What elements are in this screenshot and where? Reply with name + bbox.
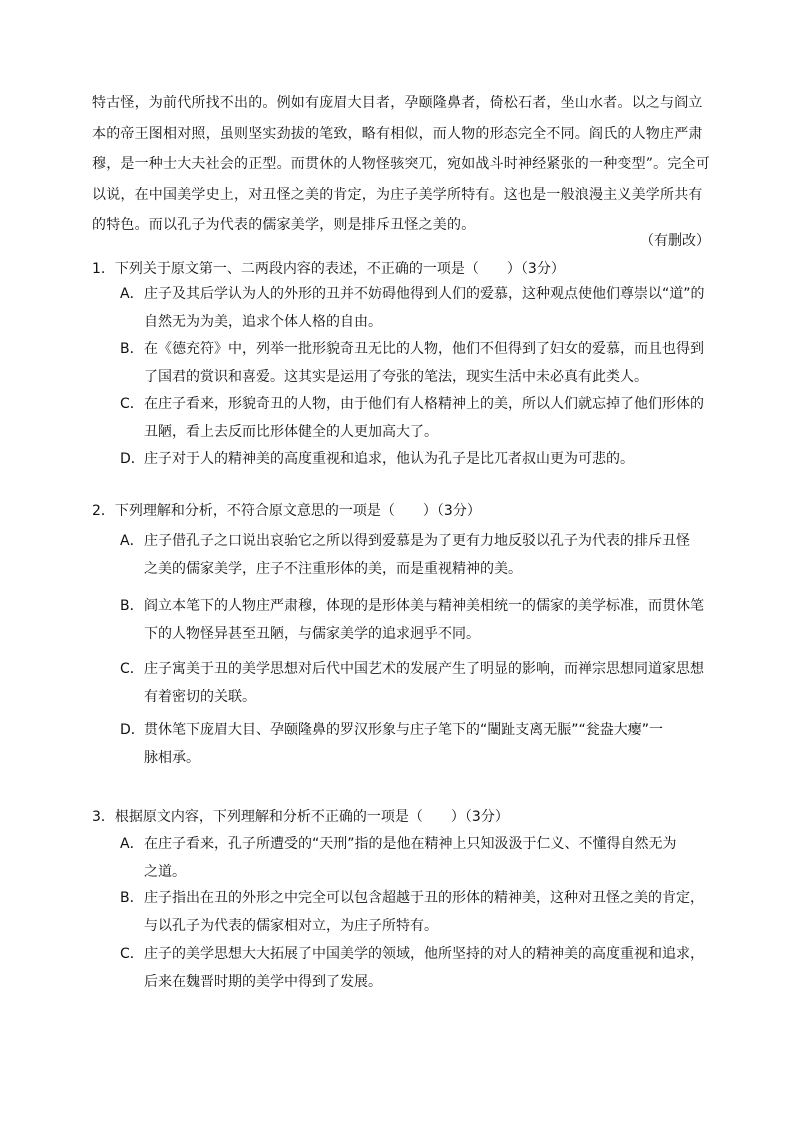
option-key: C． <box>120 396 144 412</box>
option-text: 脉相承。 <box>144 750 200 766</box>
source-note: （有删改） <box>640 233 710 249</box>
question-3-option-a <box>120 830 700 886</box>
option-key: B． <box>120 598 144 614</box>
option-text: 与以孔子为代表的儒家相对立，为庄子所特有。 <box>144 918 438 934</box>
passage-text <box>92 88 710 241</box>
option-key: A． <box>120 836 144 852</box>
option-text: 在《德充符》中，列举一批形貌奇丑无比的人物，他们不但得到了妇女的爱慕，而且也得到 <box>144 341 704 357</box>
question-1-option-b <box>120 335 704 391</box>
question-2-option-d <box>120 716 700 772</box>
question-2-option-a <box>120 527 700 583</box>
option-text: 庄子及其后学认为人的外形的丑并不妨碍他得到人们的爱慕，这种观点使他们尊崇以“道”的 <box>144 286 705 302</box>
question-1-option-c <box>120 390 704 446</box>
option-text: 庄子的美学思想大大拓展了中国美学的领域，他所坚持的对人的精神美的高度重视和追求， <box>144 946 704 962</box>
question-1-option-a <box>120 280 705 336</box>
option-text: 丑陋，看上去反而比形体健全的人更加高大了。 <box>144 424 438 440</box>
option-key: D． <box>120 451 145 467</box>
option-text: 阎立本笔下的人物庄严肃穆，体现的是形体美与精神美相统一的儒家的美学标准，而贯休笔 <box>144 598 704 614</box>
option-text: 了国君的赏识和喜爱。这其实是运用了夸张的笔法，现实生活中未必真有此类人。 <box>144 369 648 385</box>
passage-line: 本的帝王图相对照，虽则坚实劲拔的笔致，略有相似，而人物的形态完全不同。阎氏的人物庄严肃 <box>92 125 703 142</box>
option-key: D． <box>120 722 145 738</box>
question-3-option-b <box>120 884 704 940</box>
option-text: 庄子借孔子之口说出哀骀它之所以得到爱慕是为了更有力地反驳以孔子为代表的排斥丑怪 <box>144 533 690 549</box>
option-key: A． <box>120 533 144 549</box>
passage-line: 穆，是一种士大夫社会的正型。而贯休的人物怪骇突兀，宛如战斗时神经紧张的一种变型”。完全可 <box>92 156 710 173</box>
option-text: 庄子对于人的精神美的高度重视和追求，他认为孔子是比兀者叔山更为可悲的。 <box>144 451 634 467</box>
question-3-option-c <box>120 940 704 996</box>
option-key: B． <box>120 341 144 357</box>
option-key: B． <box>120 890 144 906</box>
option-text: 之美的儒家美学，庄子不注重形体的美，而是重视精神的美。 <box>144 561 522 577</box>
passage-line: 特古怪，为前代所找不出的。例如有庞眉大目者，孕颐隆鼻者，倚松石者，坐山水者。以之与阎立 <box>92 95 703 111</box>
option-text: 在庄子看来，孔子所遭受的“天刑”指的是他在精神上只知汲汲于仁义、不懂得自然无为 <box>144 836 677 852</box>
option-text: 自然无为为美，追求个体人格的自由。 <box>144 314 382 330</box>
option-text: 有着密切的关联。 <box>144 689 256 705</box>
option-key: C． <box>120 946 144 962</box>
option-text: 后来在魏晋时期的美学中得到了发展。 <box>144 974 382 990</box>
option-text: 庄子寓美于丑的美学思想对后代中国艺术的发展产生了明显的影响，而禅宗思想同道家思想 <box>144 661 704 677</box>
option-key: A． <box>120 286 144 302</box>
passage-line: 以说，在中国美学史上，对丑怪之美的肯定，为庄子美学所特有。这也是一般浪漫主义美学所共有 <box>92 186 703 203</box>
option-text: 之道。 <box>144 864 186 880</box>
question-2-option-c <box>120 655 704 711</box>
question-2-option-b <box>120 592 704 648</box>
option-text: 庄子指出在丑的外形之中完全可以包含超越于丑的形体的精神美，这种对丑怪之美的肯定， <box>144 890 704 906</box>
passage-line: 的特色。而以孔子为代表的儒家美学，则是排斥丑怪之美的。 <box>92 217 476 234</box>
option-key: C． <box>120 661 144 677</box>
option-text: 贯休笔下庞眉大目、孕颐隆鼻的罗汉形象与庄子笔下的“闉趾支离无脤”“瓮盎大瘿”一 <box>144 722 664 738</box>
question-1-option-d <box>120 445 700 473</box>
option-text: 下的人物怪异甚至丑陋，与儒家美学的追求迥乎不同。 <box>144 626 480 642</box>
question-3-stem: 3．根据原文内容，下列理解和分析不正确的一项是（ ）（3分） <box>92 809 509 825</box>
question-2-stem: 2．下列理解和分析，不符合原文意思的一项是（ ）（3分） <box>92 503 481 519</box>
question-1-stem: 1．下列关于原文第一、二两段内容的表述，不正确的一项是（ ）（3分） <box>92 261 565 277</box>
option-text: 在庄子看来，形貌奇丑的人物，由于他们有人格精神上的美，所以人们就忘掉了他们形体的 <box>144 396 704 412</box>
